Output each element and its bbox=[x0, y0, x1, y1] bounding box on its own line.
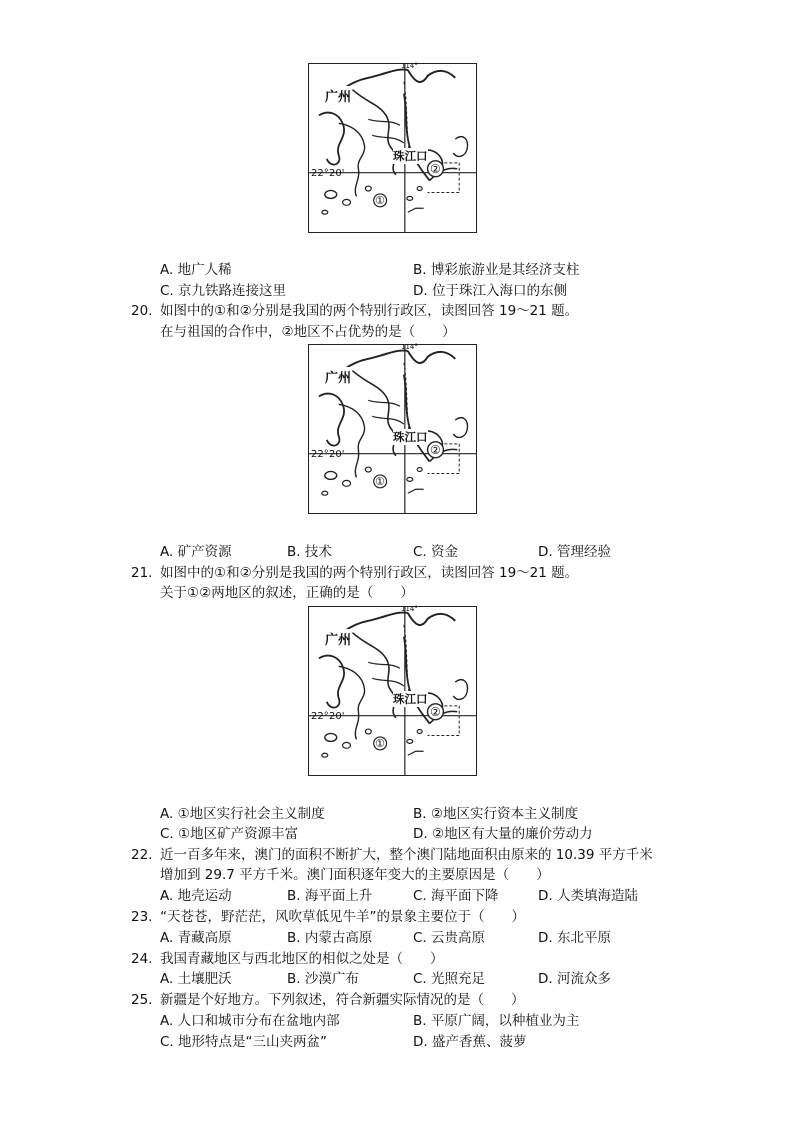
q24-option-a[interactable]: A. 土壤肥沃 bbox=[160, 971, 232, 987]
map-label-region-2: ② bbox=[430, 443, 441, 457]
q23-option-d[interactable]: D. 东北平原 bbox=[538, 930, 611, 946]
q21-option-d[interactable]: D. ②地区有大量的廉价劳动力 bbox=[413, 826, 593, 842]
map-label-lat: 22° bbox=[311, 711, 329, 722]
map-label-river-mouth: 珠江口 bbox=[393, 692, 428, 706]
q21-option-a[interactable]: A. ①地区实行社会主义制度 bbox=[160, 806, 325, 822]
q25-stem-line1: 新疆是个好地方。下列叙述，符合新疆实际情况的是（ ） bbox=[160, 992, 525, 1008]
map-figure-1 bbox=[308, 63, 477, 233]
q20-stem-line1: 如图中的①和②分别是我国的两个特别行政区，读图回答 19～21 题。 bbox=[160, 303, 579, 319]
q22-option-b[interactable]: B. 海平面上升 bbox=[287, 888, 373, 904]
map-label-region-1: ① bbox=[375, 737, 385, 750]
q21-stem-line1: 如图中的①和②分别是我国的两个特别行政区，读图回答 19～21 题。 bbox=[160, 565, 579, 581]
q20-option-d[interactable]: D. 管理经验 bbox=[538, 544, 611, 560]
q19-option-b[interactable]: B. 博彩旅游业是其经济支柱 bbox=[413, 262, 580, 278]
map-figure-2 bbox=[308, 344, 477, 514]
q25-option-b[interactable]: B. 平原广阔，以种植业为主 bbox=[413, 1013, 580, 1029]
q20-option-a[interactable]: A. 矿产资源 bbox=[160, 544, 232, 560]
map-label-lat-minutes: 20' bbox=[329, 449, 345, 460]
q19-option-a[interactable]: A. 地广人稀 bbox=[160, 262, 232, 278]
q20-number: 20. bbox=[131, 303, 153, 319]
q21-option-c[interactable]: C. ①地区矿产资源丰富 bbox=[160, 826, 299, 842]
q24-option-c[interactable]: C. 光照充足 bbox=[413, 971, 486, 987]
q24-option-d[interactable]: D. 河流众多 bbox=[538, 971, 611, 987]
q19-option-c[interactable]: C. 京九铁路连接这里 bbox=[160, 283, 287, 299]
map-label-river-mouth: 珠江口 bbox=[393, 149, 428, 163]
q23-option-c[interactable]: C. 云贵高原 bbox=[413, 930, 486, 946]
q23-number: 23. bbox=[131, 909, 153, 925]
q25-number: 25. bbox=[131, 992, 153, 1008]
q20-option-b[interactable]: B. 技术 bbox=[287, 544, 332, 560]
map-figure-3 bbox=[308, 606, 477, 776]
q25-option-d[interactable]: D. 盛产香蕉、菠萝 bbox=[413, 1034, 527, 1050]
map-label-region-1: ① bbox=[375, 194, 385, 207]
q24-stem-line1: 我国青藏地区与西北地区的相似之处是（ ） bbox=[160, 951, 444, 967]
map-label-guangzhou: 广州 bbox=[325, 629, 351, 648]
q20-stem-line2: 在与祖国的合作中，②地区不占优势的是（ ） bbox=[160, 324, 456, 340]
q21-stem-line2: 关于①②两地区的叙述，正确的是（ ） bbox=[160, 585, 414, 601]
map-label-region-2: ② bbox=[430, 162, 441, 176]
map-label-guangzhou: 广州 bbox=[325, 86, 351, 105]
q20-option-c[interactable]: C. 资金 bbox=[413, 544, 459, 560]
q23-option-b[interactable]: B. 内蒙古高原 bbox=[287, 930, 373, 946]
map-label-river-mouth: 珠江口 bbox=[393, 430, 428, 444]
map-label-region-2: ② bbox=[430, 705, 441, 719]
map-label-lon: 114° bbox=[401, 605, 418, 613]
q22-option-a[interactable]: A. 地壳运动 bbox=[160, 888, 232, 904]
q23-option-a[interactable]: A. 青藏高原 bbox=[160, 930, 232, 946]
q24-option-b[interactable]: B. 沙漠广布 bbox=[287, 971, 359, 987]
q25-option-c[interactable]: C. 地形特点是“三山夹两盆” bbox=[160, 1034, 327, 1050]
q24-number: 24. bbox=[131, 951, 153, 967]
q21-number: 21. bbox=[131, 565, 153, 581]
map-label-lon: 114° bbox=[401, 343, 418, 351]
map-label-lat: 22° bbox=[311, 449, 329, 460]
map-label-lat: 22° bbox=[311, 168, 329, 179]
q22-number: 22. bbox=[131, 847, 153, 863]
q19-option-d[interactable]: D. 位于珠江入海口的东侧 bbox=[413, 283, 567, 299]
q22-option-c[interactable]: C. 海平面下降 bbox=[413, 888, 499, 904]
q22-stem-line2: 增加到 29.7 平方千米。澳门面积逐年变大的主要原因是（ ） bbox=[160, 867, 550, 883]
q22-option-d[interactable]: D. 人类填海造陆 bbox=[538, 888, 638, 904]
map-label-lat-minutes: 20' bbox=[329, 168, 345, 179]
q22-stem-line1: 近一百多年来，澳门的面积不断扩大，整个澳门陆地面积由原来的 10.39 平方千米 bbox=[160, 847, 653, 863]
q21-option-b[interactable]: B. ②地区实行资本主义制度 bbox=[413, 806, 578, 822]
q25-option-a[interactable]: A. 人口和城市分布在盆地内部 bbox=[160, 1013, 340, 1029]
map-label-lat-minutes: 20' bbox=[329, 711, 345, 722]
map-label-lon: 114° bbox=[401, 62, 418, 70]
map-label-region-1: ① bbox=[375, 475, 385, 488]
map-label-guangzhou: 广州 bbox=[325, 367, 351, 386]
q23-stem-line1: “天苍苍，野茫茫，风吹草低见牛羊”的景象主要位于（ ） bbox=[160, 909, 525, 925]
